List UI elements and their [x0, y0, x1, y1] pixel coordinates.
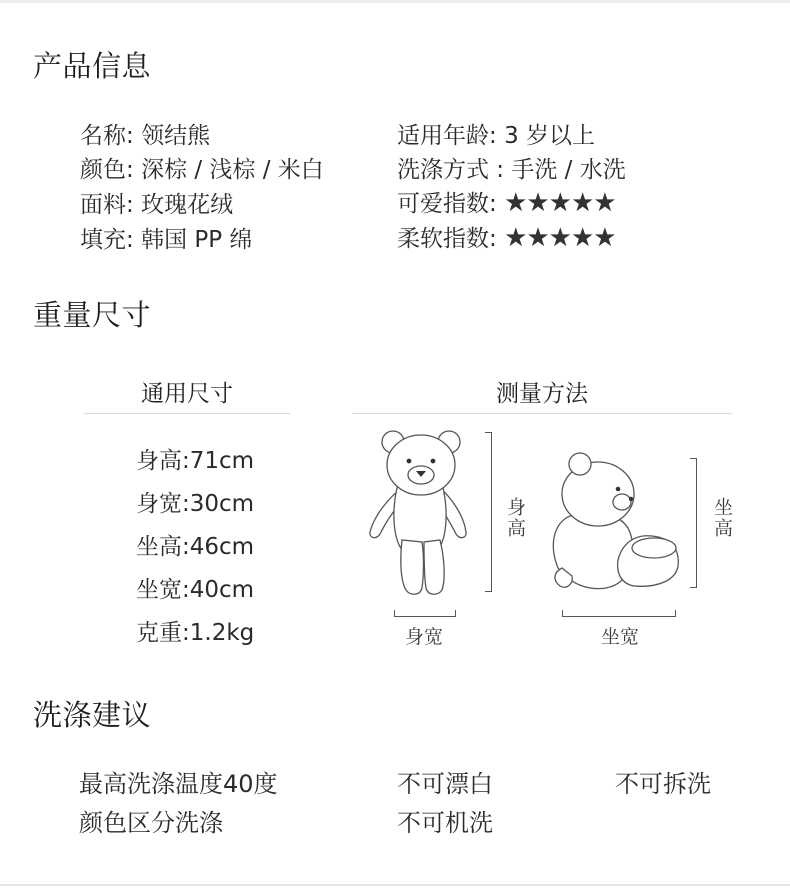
bear-standing-illustration: [366, 428, 466, 598]
bottom-divider: [0, 884, 790, 886]
info-label: 柔软指数:: [397, 226, 497, 252]
info-soft-index: [397, 220, 616, 253]
info-label: 名称:: [80, 123, 134, 149]
info-value: 领结熊: [141, 123, 211, 149]
spec-value: 40cm: [189, 577, 255, 603]
body-height-bracket: [485, 432, 492, 592]
wash-item-max-temp: 最高洗涤温度40度: [79, 770, 278, 798]
info-wash-method: [397, 151, 626, 184]
info-value: 玫瑰花绒: [141, 192, 234, 218]
info-filling: [80, 221, 252, 254]
info-fabric: [80, 186, 233, 219]
top-divider: [0, 0, 790, 3]
label-sit-height: 坐高: [711, 497, 733, 539]
section-title-product-info: 产品信息: [33, 49, 152, 83]
info-label: 面料:: [80, 192, 134, 218]
info-value: 手洗 / 水洗: [511, 157, 626, 183]
spec-body-height: [136, 442, 254, 475]
header-underline-general: [84, 413, 290, 414]
spec-label: 克重:: [136, 620, 190, 646]
info-label: 可爱指数:: [397, 191, 497, 217]
label-sit-width: 坐宽: [601, 626, 640, 648]
info-age: [397, 117, 595, 150]
info-value: 深棕 / 浅棕 / 米白: [141, 157, 324, 183]
label-body-height: 身高: [504, 497, 526, 539]
info-value: 3 岁以上: [504, 123, 596, 149]
spec-label: 身高:: [136, 448, 190, 474]
info-label: 适用年龄:: [397, 123, 497, 149]
spec-weight: [136, 614, 254, 647]
spec-label: 坐高:: [136, 534, 190, 560]
section-title-wash-advice: 洗涤建议: [33, 698, 152, 732]
label-body-width: 身宽: [405, 626, 444, 648]
wash-item-not-removable: 不可拆洗: [615, 770, 711, 798]
info-cute-index: [397, 185, 616, 218]
spec-value: 30cm: [189, 491, 255, 517]
spec-label: 坐宽:: [136, 577, 190, 603]
spec-value: 1.2kg: [189, 620, 255, 646]
info-label: 填充:: [80, 227, 134, 253]
sit-height-bracket: [690, 458, 697, 588]
wash-item-no-machine: 不可机洗: [397, 809, 493, 837]
info-label: 颜色:: [80, 157, 134, 183]
info-color: [80, 151, 324, 184]
star-rating-cute: ★★★★★: [504, 188, 616, 218]
spec-value: 71cm: [189, 448, 255, 474]
header-underline-measure: [352, 413, 732, 414]
info-value: 韩国 PP 绵: [141, 227, 253, 253]
body-width-bracket: [394, 610, 456, 617]
sit-width-bracket: [562, 610, 676, 617]
spec-label: 身宽:: [136, 491, 190, 517]
header-general-size: 通用尺寸: [141, 381, 233, 407]
spec-value: 46cm: [189, 534, 255, 560]
section-title-size-weight: 重量尺寸: [33, 298, 152, 332]
info-name: [80, 117, 210, 150]
info-label: 洗涤方式 :: [397, 157, 505, 183]
bear-sitting-illustration: [548, 448, 688, 593]
wash-item-no-bleach: 不可漂白: [397, 770, 493, 798]
spec-sit-width: [136, 571, 254, 604]
header-measure-method: 测量方法: [496, 381, 588, 407]
spec-body-width: [136, 485, 254, 518]
star-rating-soft: ★★★★★: [504, 223, 616, 253]
spec-sit-height: [136, 528, 254, 561]
wash-item-separate-colors: 颜色区分洗涤: [79, 809, 223, 837]
